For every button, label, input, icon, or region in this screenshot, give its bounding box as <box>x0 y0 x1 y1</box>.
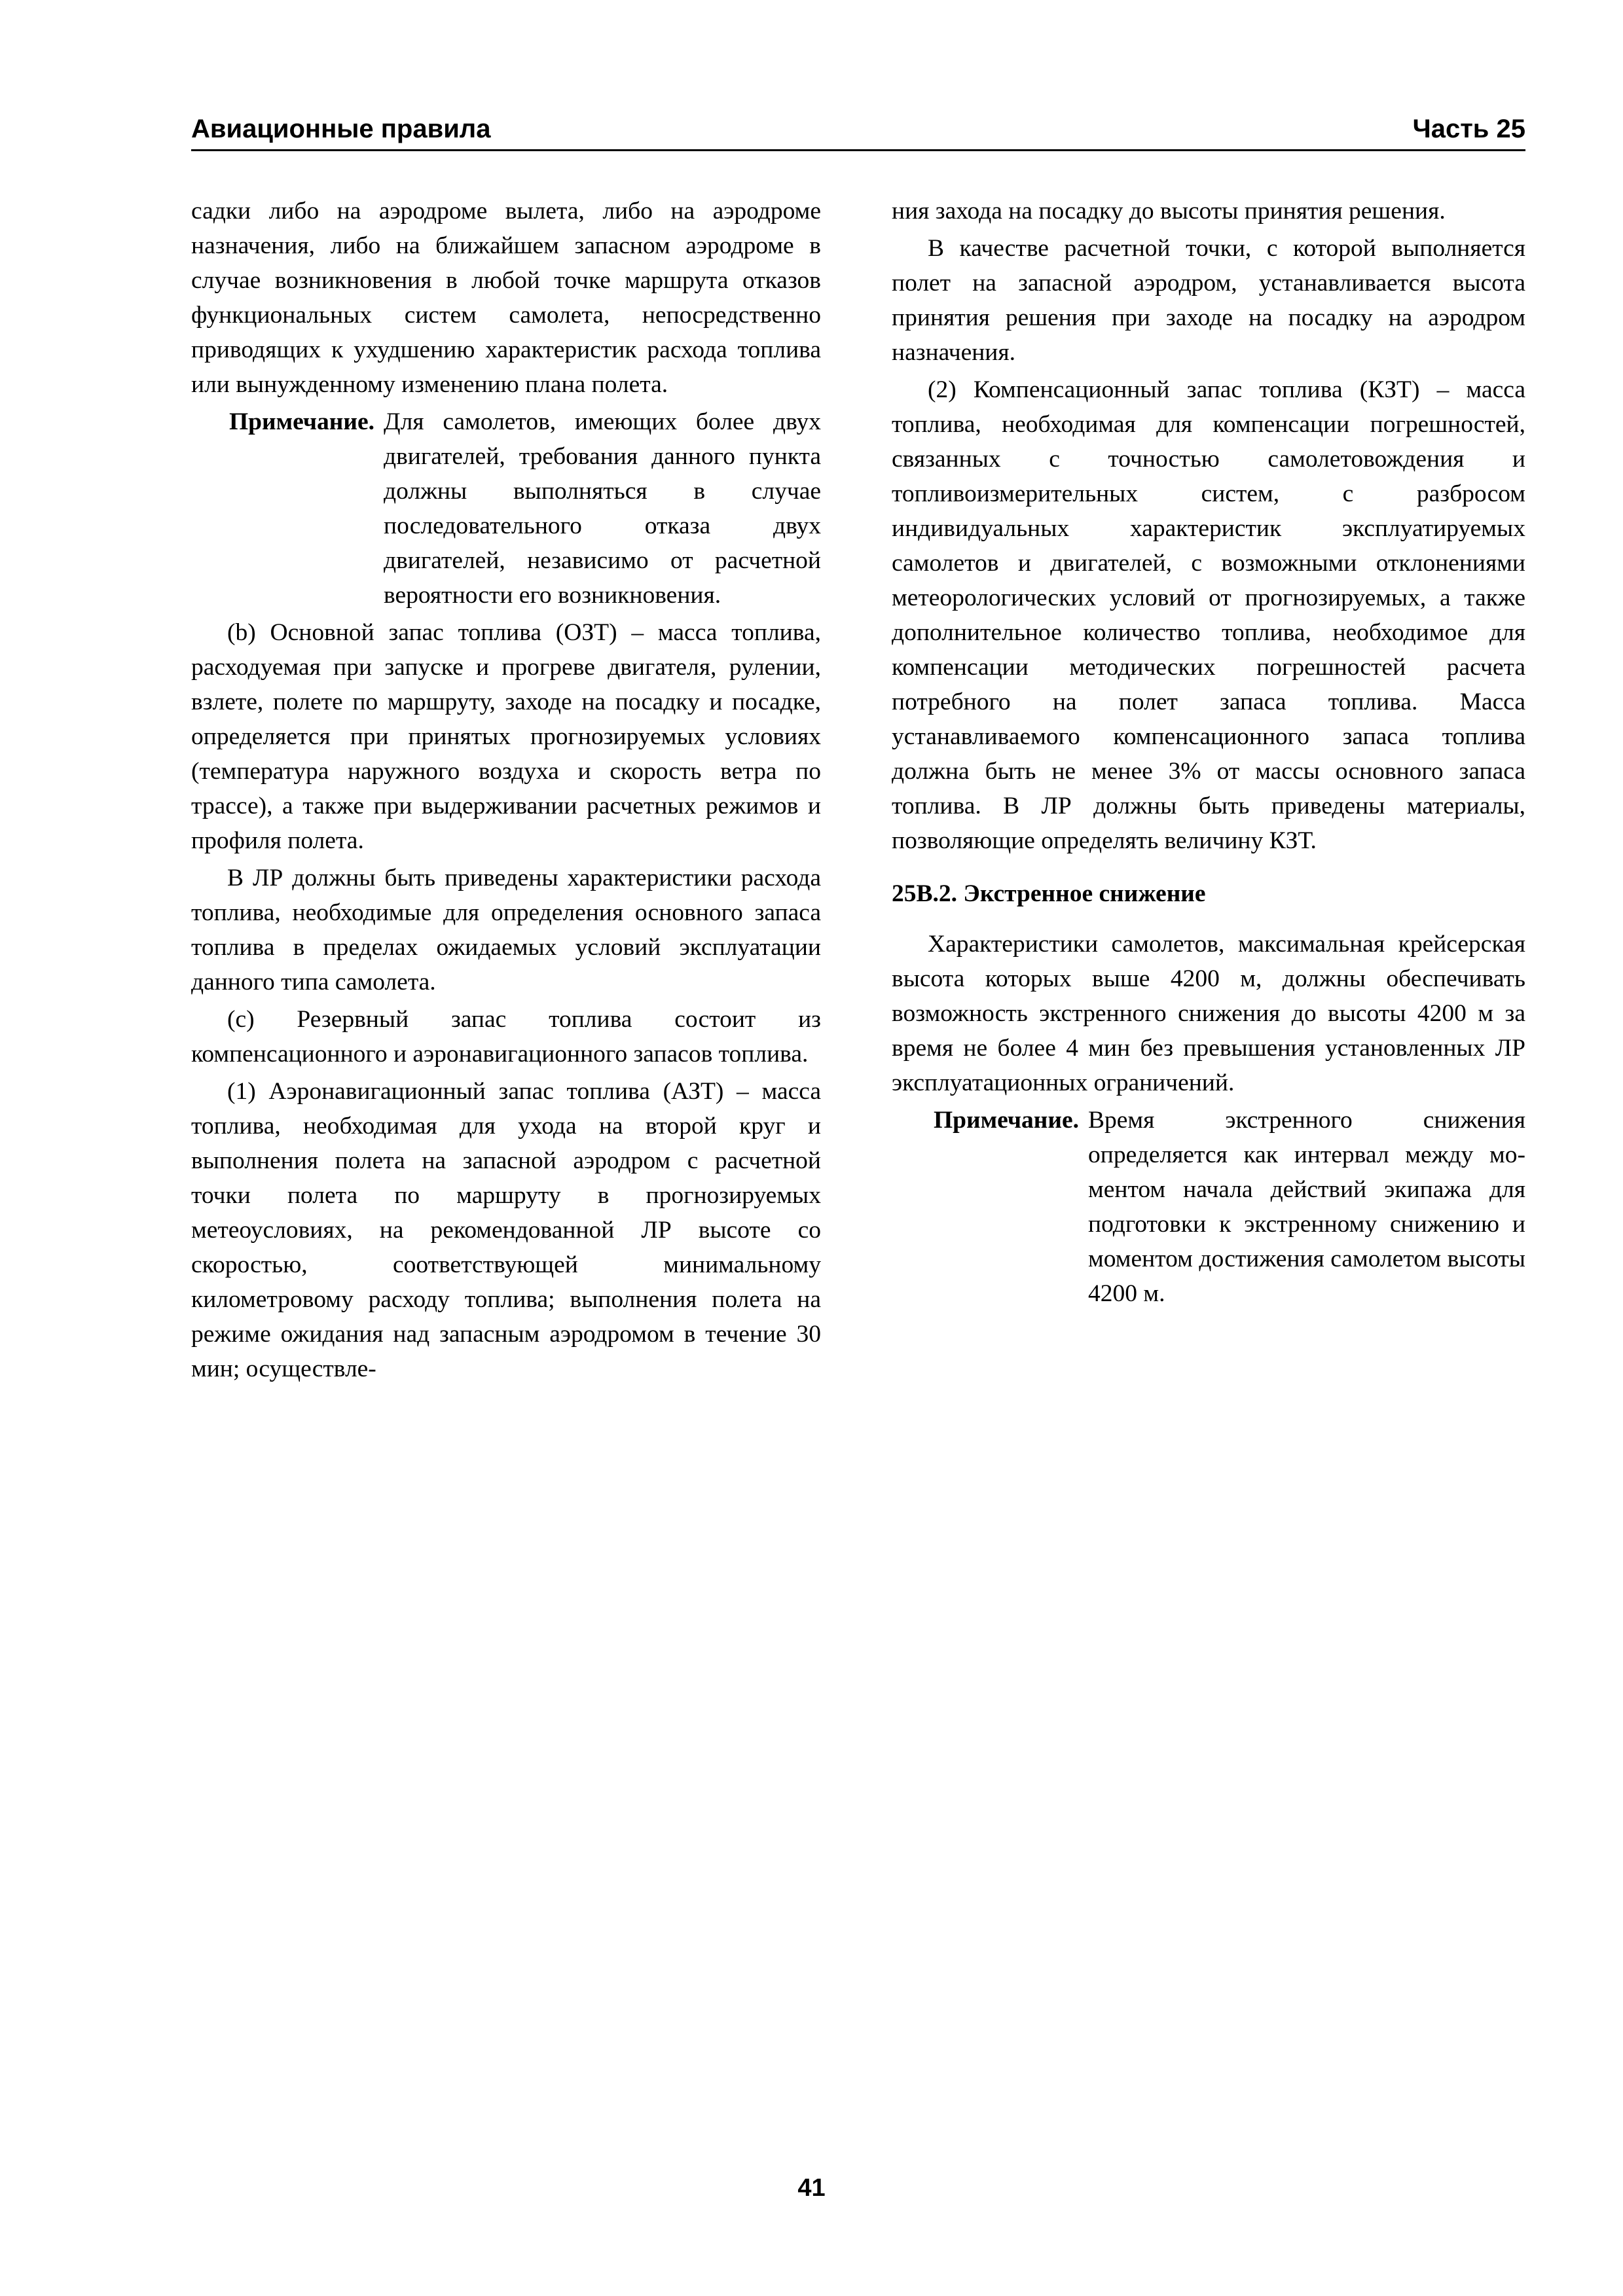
note-text: Для самолетов, имеющих более двух двигателей, требования данного пункта должны выполняться в случае последовательного отказа двух двигателей, независимо от расчетной вероятности его возникновения. <box>384 408 821 609</box>
note-label: Примечание. <box>229 408 375 435</box>
left-column <box>191 194 821 1389</box>
page-number: 41 <box>797 2174 826 2202</box>
paragraph-b: (b) Основной запас топлива (ОЗТ) – масса топлива, расходуемая при запуске и прогреве двигателя, рулении, взлете, полете по маршруту, заходе на посадку и посадке, определяется при принятых прогнозируемых условиях (температура наружного воздуха и скорость ветра по трассе), а также при выдерживании расчетных режимов и профиля полета. <box>191 619 821 854</box>
header-title: Авиационные правила <box>191 115 491 143</box>
paragraph-characteristics: Характеристики самолетов, максимальная крейсерская высота которых выше 4200 м, должны обеспечивать возможность экстренного снижения до высоты 4200 м за время не более 4 мин без превышения установленных ЛР эксплуатационных ограничений. <box>892 931 1525 1096</box>
paragraph-c: (c) Резервный запас топлива состоит из компенсационного и аэронавигационного запасов топлива. <box>191 1006 821 1067</box>
paragraph-1: (1) Аэронавигационный запас топлива (АЗТ) – масса топлива, необходимая для ухода на второй круг и выполнения полета на запасной аэродром с расчетной точки полета по маршруту в прогнозируемых метеоусловиях, на рекомендованной ЛР высоте со скоростью, соответствующей минимальному километровому расходу топлива; выполнения полета на режиме ожидания над запасным аэродромом в течение 30 мин; осуществле- <box>191 1078 821 1382</box>
paragraph-continuation: садки либо на аэродроме вылета, либо на аэродроме назначения, либо на ближайшем запасном аэродроме в случае возникновения в любой точке маршрута отказов функциональных систем самолета, непосредственно приводящих к ухудшению характеристик расхода топлива или вынужденному изменению плана полета. <box>191 198 821 398</box>
header-part: Часть 25 <box>1412 115 1525 143</box>
section-heading: 25B.2. Экстренное снижение <box>892 880 1206 907</box>
running-header <box>191 113 1525 151</box>
note-block <box>191 404 821 613</box>
paragraph-calc-point: В качестве расчетной точки, с которой выполняется полет на запасной аэродром, устанавливается высота принятия решения при заходе на посадку на аэродром назначения. <box>892 235 1525 366</box>
note-label: Примечание. <box>934 1107 1080 1134</box>
note-text: Время экстренного снижения определяется как интервал между мо-ментом начала действий экипажа для подготовки к экстренному снижению и моментом достижения самолетом высоты 4200 м. <box>1088 1107 1525 1307</box>
note-block <box>892 1103 1525 1311</box>
paragraph-lr: В ЛР должны быть приведены характеристики расхода топлива, необходимые для определения основного запаса топлива в пределах ожидаемых условий эксплуатации данного типа самолета. <box>191 865 821 996</box>
right-column <box>892 194 1525 1314</box>
paragraph-2: (2) Компенсационный запас топлива (КЗТ) – масса топлива, необходимая для компенсации погрешностей, связанных с точностью самолетовождения и топливоизмерительных систем, с разбросом индивидуальных характеристик эксплуатируемых самолетов и двигателей, с возможными отклонениями метеорологических условий от прогнозируемых, а также дополнительное количество топлива, необходимое для компенсации методических погрешностей расчета потребного на полет запаса топлива. Масса устанавливаемого компенсационного запаса топлива должна быть не менее 3% от массы основного запаса топлива. В ЛР должны быть приведены материалы, позволяющие определять величину КЗТ. <box>892 376 1525 854</box>
paragraph-continuation-right: ния захода на посадку до высоты принятия решения. <box>892 198 1446 224</box>
